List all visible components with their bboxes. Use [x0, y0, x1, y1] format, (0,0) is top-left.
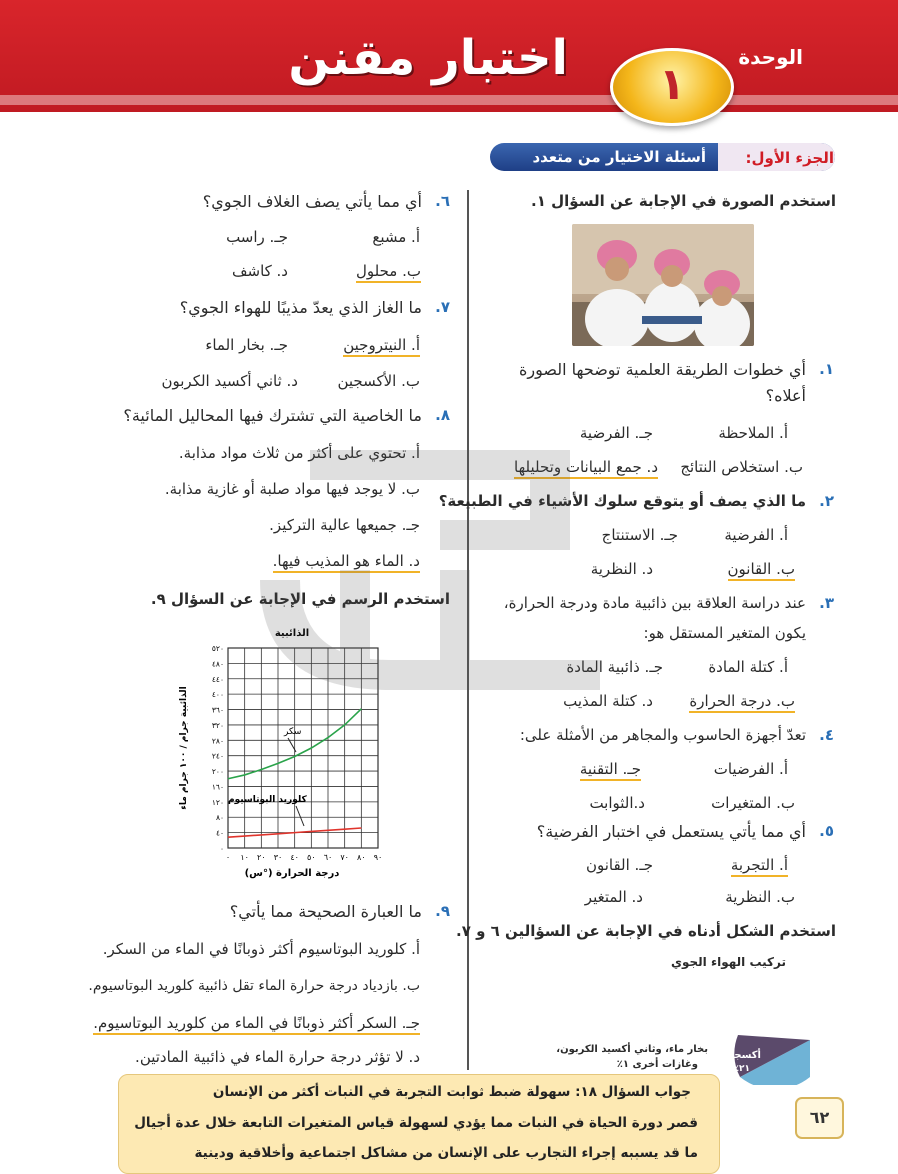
unit-number-badge: [610, 48, 734, 126]
y-tick-label: ٢٤٠: [211, 751, 224, 761]
q4-option-b[interactable]: ب. المتغيرات: [711, 794, 795, 812]
page-title: اختبار مقنن: [288, 30, 568, 86]
air-title: تركيب الهواء الجوي: [670, 955, 786, 969]
x-tick-label: ٢٠: [257, 853, 266, 862]
students-photo: [572, 224, 754, 346]
q9-number: ٩.: [435, 902, 450, 920]
q3-option-d[interactable]: د. كتلة المذيب: [563, 692, 653, 710]
q7-option-d[interactable]: د. ثاني أكسيد الكربون: [161, 372, 298, 390]
q7-option-b[interactable]: ب. الأكسجين: [337, 372, 420, 390]
q1-text: أي خطوات الطريقة العلمية توضحها الصورة: [518, 360, 806, 379]
q5-text: أي مما يأتي يستعمل في اختبار الفرضية؟: [536, 822, 806, 841]
y-tick-label: ٢٨٠: [211, 736, 224, 746]
x-tick-label: ٥٠: [307, 853, 316, 862]
plot-frame: [228, 648, 378, 848]
x-tick-label: ٧٠: [340, 853, 349, 862]
q2-option-c[interactable]: جـ. الاستنتاج: [601, 526, 678, 544]
q8-option-c[interactable]: جـ. جميعها عالية التركيز.: [269, 516, 420, 534]
x-tick-label: ٩٠: [373, 853, 383, 862]
q7-option-a[interactable]: أ. النيتروجين: [343, 336, 420, 357]
other-gases-label: بخار ماء، وثاني أكسيد الكربون،: [556, 1044, 708, 1055]
kcl-pointer: [296, 806, 304, 826]
q4-option-a[interactable]: أ. الفرضيات: [713, 760, 788, 778]
q2-option-b[interactable]: ب. القانون: [728, 560, 796, 581]
y-tick-label: ١٦٠: [211, 782, 224, 792]
answer-line-2: قصر دورة الحياة في النبات مما يؤدي لسهولة قياس المتغيرات التابعة خلال عدة أجيال: [134, 1115, 698, 1131]
answer-line-3: ما قد يسببه إجراء التجارب على الإنسان من مشاكل اجتماعية وأخلاقية ودينية: [194, 1145, 698, 1161]
page-number: ٦٢: [795, 1097, 844, 1139]
y-tick-label: ٥٢٠: [211, 644, 224, 653]
series-label-kcl: كلوريد البوتاسيوم: [228, 795, 307, 805]
q7-option-c[interactable]: جـ. بخار الماء: [205, 336, 288, 354]
q9-option-c[interactable]: جـ. السكر أكثر ذوبانًا في الماء من كلوريد البوتاسيوم.: [93, 1014, 420, 1035]
oxygen-pct-label: ٢١٪: [733, 1064, 750, 1074]
q6-option-d[interactable]: د. كاشف: [231, 262, 288, 280]
unit-number: ١: [658, 59, 686, 110]
q3-text: عند دراسة العلاقة بين ذائبية مادة ودرجة الحرارة،: [503, 594, 806, 612]
q6-number: ٦.: [435, 192, 450, 210]
answer-line-1: جواب السؤال ١٨: سهولة ضبط ثوابت التجربة في النبات أكثر من الإنسان: [212, 1084, 691, 1100]
q8-option-a[interactable]: أ. تحتوي على أكثر من ثلاث مواد مذابة.: [178, 444, 420, 462]
y-tick-label: ٤٠٠: [211, 690, 224, 700]
q9-option-a[interactable]: أ. كلوريد البوتاسيوم أكثر ذوبانًا في الماء من السكر.: [102, 940, 420, 958]
chart-grid: [228, 648, 378, 848]
q9-text: ما العبارة الصحيحة مما يأتي؟: [229, 902, 422, 921]
q1-option-d[interactable]: د. جمع البيانات وتحليلها: [514, 458, 658, 479]
intro-graph: استخدم الرسم في الإجابة عن السؤال ٩.: [150, 590, 450, 608]
x-tick-label: ١٠: [240, 853, 249, 862]
q1-option-c[interactable]: جـ. الفرضية: [579, 424, 653, 442]
q3-number: ٣.: [819, 594, 834, 612]
q8-number: ٨.: [435, 406, 450, 424]
chart-ticks: [212, 644, 382, 862]
other-gases-label-2: وغازات أخرى ١٪: [616, 1059, 698, 1070]
x-tick-label: ٨٠: [357, 853, 366, 862]
q6-option-b[interactable]: ب. محلول: [356, 262, 421, 283]
part-label: الجزء الأول:: [745, 149, 834, 167]
q8-option-d[interactable]: د. الماء هو المذيب فيها.: [273, 552, 420, 573]
q3-option-c[interactable]: جـ. ذائبية المادة: [566, 658, 663, 676]
q2-text: ما الذي يصف أو يتوقع سلوك الأشياء في الطبيعة؟: [438, 492, 806, 510]
q4-number: ٤.: [819, 726, 834, 744]
q4-option-c[interactable]: جـ. التقنية: [580, 760, 641, 781]
q8-text: ما الخاصية التي تشترك فيها المحاليل المائية؟: [123, 406, 422, 425]
part-subtitle: أسئلة الاختيار من متعدد: [532, 148, 706, 166]
header-stripe: [0, 95, 898, 105]
q2-option-a[interactable]: أ. الفرضية: [724, 526, 788, 544]
q5-option-d[interactable]: د. المتغير: [584, 888, 643, 906]
q5-option-c[interactable]: جـ. القانون: [585, 856, 653, 874]
chart-title: الذائبية: [274, 628, 310, 639]
q7-number: ٧.: [435, 298, 450, 316]
q9-option-d[interactable]: د. لا تؤثر درجة حرارة الماء في ذائبية المادتين.: [135, 1048, 420, 1066]
chart-ylabel: الذائبية جرام / ١٠٠ جرام ماء: [179, 686, 189, 810]
solubility-chart: [176, 620, 386, 890]
q4-text: تعدّ أجهزة الحاسوب والمجاهر من الأمثلة على:: [519, 726, 806, 744]
q1-option-b[interactable]: ب. استخلاص النتائج: [680, 458, 803, 476]
y-tick-label: ٤٨٠: [211, 659, 224, 669]
q5-option-b[interactable]: ب. النظرية: [725, 888, 795, 906]
q1-number: ١.: [819, 360, 834, 378]
y-tick-label: ٣٦٠: [211, 705, 224, 715]
y-tick-label: ١٢٠: [211, 797, 224, 807]
q8-option-b[interactable]: ب. لا يوجد فيها مواد صلبة أو غازية مذابة.: [164, 480, 420, 498]
q6-text: أي مما يأتي يصف الغلاف الجوي؟: [202, 192, 422, 211]
q3-option-b[interactable]: ب. درجة الحرارة: [689, 692, 795, 713]
q1-option-a[interactable]: أ. الملاحظة: [718, 424, 788, 442]
y-tick-label: ٣٢٠: [211, 720, 224, 730]
oxygen-label: أكسجين: [721, 1050, 761, 1061]
intro-photo: استخدم الصورة في الإجابة عن السؤال ١.: [531, 192, 836, 210]
q6-option-c[interactable]: جـ. راسب: [226, 228, 288, 246]
y-tick-label: ٠: [219, 844, 224, 853]
q2-number: ٢.: [819, 492, 834, 510]
x-tick-label: ٣٠: [273, 853, 283, 862]
x-tick-label: ٠: [225, 853, 231, 862]
q5-option-a[interactable]: أ. التجربة: [731, 856, 788, 877]
y-tick-label: ٤٠: [215, 828, 224, 838]
y-tick-label: ٢٠٠: [211, 767, 224, 777]
x-tick-label: ٤٠: [290, 853, 299, 862]
q9-option-b[interactable]: ب. بازدياد درجة حرارة الماء تقل ذائبية كلوريد البوتاسيوم.: [88, 978, 420, 994]
q3-option-a[interactable]: أ. كتلة المادة: [708, 658, 788, 676]
series-label-sugar: سكر: [284, 727, 302, 737]
chart-xlabel: درجة الحرارة (°س): [244, 868, 340, 879]
q2-option-d[interactable]: د. النظرية: [590, 560, 653, 578]
x-tick-label: ٦٠: [323, 853, 333, 862]
y-tick-label: ٨٠: [215, 813, 224, 823]
y-tick-label: ٤٤٠: [211, 674, 224, 684]
q6-option-a[interactable]: أ. مشبع: [372, 228, 420, 246]
q1-text-2: أعلاه؟: [765, 386, 806, 405]
intro-air-figure: استخدم الشكل أدناه في الإجابة عن السؤالين ٦ و ٧.: [455, 922, 836, 940]
q3-text-2: يكون المتغير المستقل هو:: [643, 624, 806, 642]
q5-number: ٥.: [819, 822, 834, 840]
unit-label: الوحدة: [738, 45, 803, 69]
q4-option-d[interactable]: د.الثوابت: [589, 794, 645, 812]
q7-text: ما الغاز الذي يعدّ مذيبًا للهواء الجوي؟: [179, 298, 422, 317]
nitrogen-label: نيتروجين ٧٨٪: [739, 1000, 806, 1011]
